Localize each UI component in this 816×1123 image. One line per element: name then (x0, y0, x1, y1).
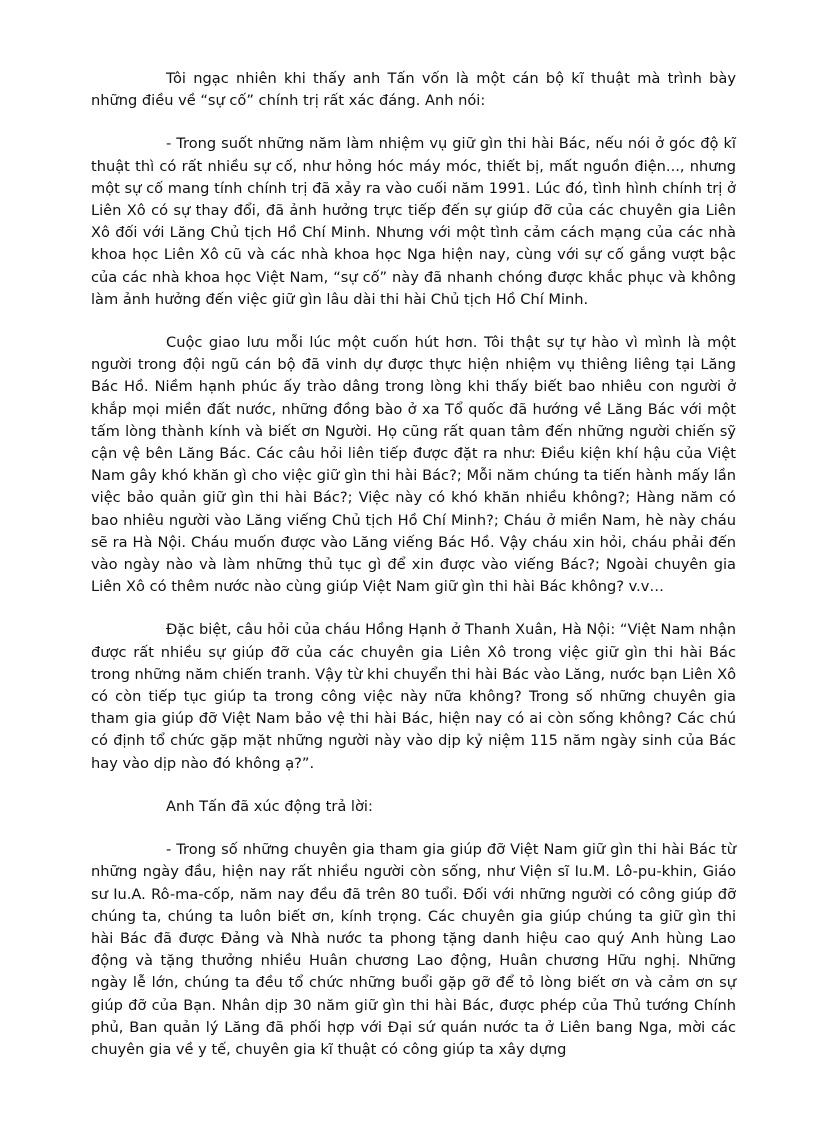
paragraph-6: - Trong số những chuyên gia tham gia giúp đỡ Việt Nam giữ gìn thi hài Bác từ những ngày đầu, hiện nay rất nhiều người còn sống, như Viện sĩ Iu.M. Lô-pu-khin, Giáo sư Iu.A. Rô-ma-cốp, năm nay đều đã trên 80 tuổi. Đối với những người có công giúp đỡ chúng ta, chúng ta luôn biết ơn, kính trọng. Các chuyên gia giúp chúng ta giữ gìn thi hài Bác đã được Đảng và Nhà nước ta phong tặng danh hiệu cao quý Anh hùng Lao động và tặng thưởng nhiều Huân chương Lao động, Huân chương Hữu nghị. Những ngày lễ lớn, chúng ta đều tổ chức những buổi gặp gỡ để tỏ lòng biết ơn và cảm ơn sự giúp đỡ của Bạn. Nhân dịp 30 năm giữ gìn thi hài Bác, được phép của Thủ tướng Chính phủ, Ban quản lý Lăng đã phối hợp với Đại sứ quán nước ta ở Liên bang Nga, mời các chuyên gia về y tế, chuyên gia kĩ thuật có công giúp ta xây dựng (91, 841, 736, 1058)
paragraph-2: - Trong suốt những năm làm nhiệm vụ giữ gìn thi hài Bác, nếu nói ở góc độ kĩ thuật thì có rất nhiều sự cố, như hỏng hóc máy móc, thiết bị, mất nguồn điện..., nhưng một sự cố mang tính chính trị đã xảy ra vào cuối năm 1991. Lúc đó, tình hình chính trị ở Liên Xô có sự thay đổi, đã ảnh hưởng trực tiếp đến sự giúp đỡ của các chuyên gia Liên Xô đối với Lăng Chủ tịch Hồ Chí Minh. Nhưng với một tình cảm cách mạng của các nhà khoa học Liên Xô cũ và các nhà khoa học Nga hiện nay, cùng với sự cố gắng vượt bậc của các nhà khoa học Việt Nam, “sự cố” này đã nhanh chóng được khắc phục và không làm ảnh hưởng đến việc giữ gìn lâu dài thi hài Chủ tịch Hồ Chí Minh. (91, 135, 736, 308)
paragraph-4: Đặc biệt, câu hỏi của cháu Hồng Hạnh ở Thanh Xuân, Hà Nội: “Việt Nam nhận được rất nhiều sự giúp đỡ của các chuyên gia Liên Xô trong việc giữ gìn thi hài Bác trong những năm chiến tranh. Vậy từ khi chuyển thi hài Bác vào Lăng, nước bạn Liên Xô có còn tiếp tục giúp ta trong công việc này nữa không? Trong số những chuyên gia tham gia giúp đỡ Việt Nam bảo vệ thi hài Bác, hiện nay có ai còn sống không? Các chú có định tổ chức gặp mặt những người này vào dịp kỷ niệm 115 năm ngày sinh của Bác hay vào dịp nào đó không ạ?”. (91, 621, 736, 772)
paragraph-1: Tôi ngạc nhiên khi thấy anh Tấn vốn là một cán bộ kĩ thuật mà trình bày những điều về “sự cố” chính trị rất xác đáng. Anh nói: (91, 70, 736, 110)
paragraph-5: Anh Tấn đã xúc động trả lời: (166, 797, 373, 815)
document-page (91, 68, 736, 1061)
paragraph-3: Cuộc giao lưu mỗi lúc một cuốn hút hơn. Tôi thật sự tự hào vì mình là một người trong đội ngũ cán bộ đã vinh dự được thực hiện nhiệm vụ thiêng liêng tại Lăng Bác Hồ. Niềm hạnh phúc ấy trào dâng trong lòng khi thấy biết bao nhiêu con người ở khắp mọi miền đất nước, những đồng bào ở xa Tổ quốc đã hướng về Lăng Bác với một tấm lòng thành kính và biết ơn Người. Họ cũng rất quan tâm đến những người chiến sỹ cận vệ bên Lăng Bác. Các câu hỏi liên tiếp được đặt ra như: Điều kiện khí hậu của Việt Nam gây khó khăn gì cho việc giữ gìn thi hài Bác?; Mỗi năm chúng ta tiến hành mấy lần việc bảo quản giữ gìn thi hài Bác?; Việc này có khó khăn nhiều không?; Hàng năm có bao nhiêu người vào Lăng viếng Chủ tịch Hồ Chí Minh?; Cháu ở miền Nam, hè này cháu sẽ ra Hà Nội. Cháu muốn được vào Lăng viếng Bác Hồ. Vậy cháu xin hỏi, cháu phải đến vào ngày nào và làm những thủ tục gì để xin được vào viếng Bác?; Ngoài chuyên gia Liên Xô có thêm nước nào cùng giúp Việt Nam giữ gìn thi hài Bác không? v.v… (91, 334, 736, 596)
